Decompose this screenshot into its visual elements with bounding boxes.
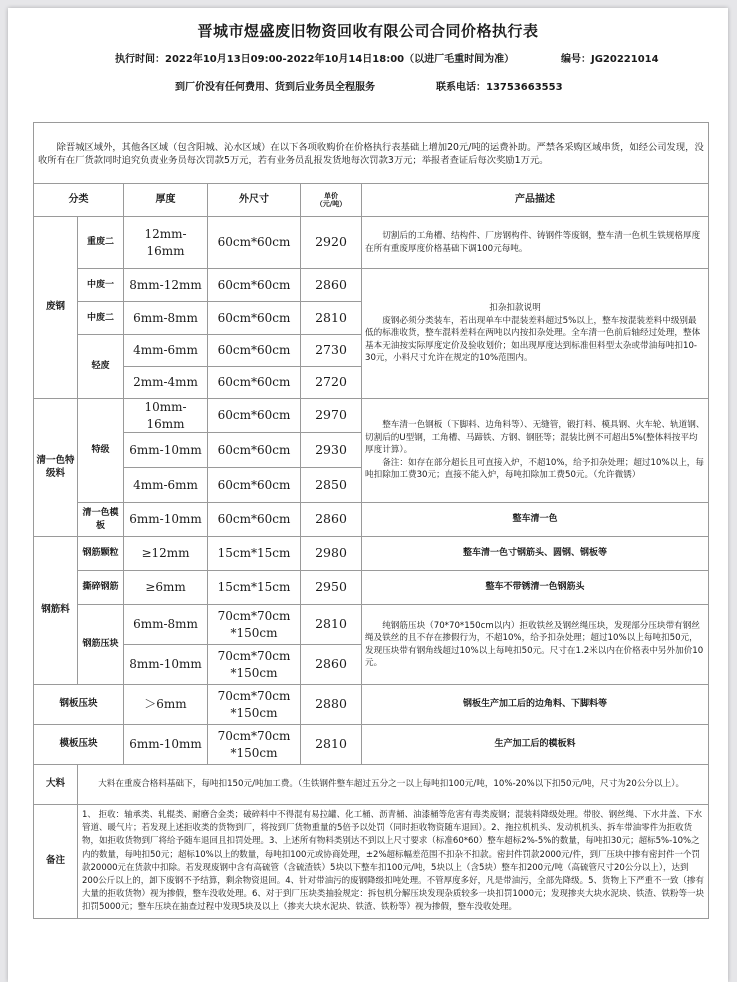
- thickness-cell: 6mm-10mm: [124, 725, 208, 765]
- table-row: [34, 399, 709, 433]
- subcategory-granule: 钢筋颗粒: [78, 537, 124, 571]
- table-row: [34, 269, 709, 302]
- price-cell: 2970: [301, 399, 362, 433]
- thickness-cell: ≥6mm: [124, 571, 208, 605]
- price-cell: 2980: [301, 537, 362, 571]
- service-note: 到厂价没有任何费用、货到后业务员全程服务: [175, 82, 375, 93]
- size-line2: *150cm: [230, 705, 278, 720]
- thickness-cell: ＞6mm: [124, 685, 208, 725]
- size-line1: 70cm*70cm: [217, 689, 291, 704]
- notice-row: [34, 123, 709, 184]
- thickness-cell: 2mm-4mm: [124, 367, 208, 399]
- thickness-cell: 10mm-16mm: [124, 399, 208, 433]
- table-row: [34, 571, 709, 605]
- table-row: [34, 217, 709, 269]
- price-cell: 2860: [301, 269, 362, 302]
- subcategory: 中废一: [78, 269, 124, 302]
- size-cell: 60cm*60cm: [208, 335, 301, 367]
- description-granule: 整车清一色寸钢筋头、圆钢、钢板等: [362, 537, 709, 571]
- price-cell: 2810: [301, 302, 362, 335]
- size-cell: 60cm*60cm: [208, 468, 301, 503]
- thickness-cell: ≥12mm: [124, 537, 208, 571]
- col-header-thickness: 厚度: [124, 184, 208, 217]
- price-cell: 2720: [301, 367, 362, 399]
- subcategory: 重废二: [78, 217, 124, 269]
- size-cell: 60cm*60cm: [208, 367, 301, 399]
- remarks-row: [34, 805, 709, 919]
- subcategory-special: 特级: [78, 399, 124, 503]
- description-rebar-block: 纯钢筋压块（70*70*150cm以内）拒收铁丝及钢丝绳压块，发现部分压块带有钢丝绳及铁丝的且不存在掺假行为，不超10%，给予扣杂处理；超过10%以上每吨扣50元，发现压块带有钢角线超过10%以上每吨扣50元。尺寸在1.2米以内在价格表中另外加价10元。: [362, 605, 709, 685]
- description-plate-block: 钢板生产加工后的边角料、下脚料等: [362, 685, 709, 725]
- document-title: 晋城市煜盛废旧物资回收有限公司合同价格执行表: [197, 22, 539, 40]
- thickness-cell: 12mm-16mm: [124, 217, 208, 269]
- col-header-price: [301, 184, 362, 217]
- price-cell: 2860: [301, 645, 362, 685]
- thickness-cell: 6mm-8mm: [124, 605, 208, 645]
- category-premium: 清一色特级料: [34, 399, 78, 537]
- subcategory-mold: 清一色模板: [78, 503, 124, 537]
- thickness-cell: 6mm-10mm: [124, 503, 208, 537]
- size-line2: *150cm: [230, 665, 278, 680]
- price-table: [33, 122, 709, 919]
- table-row: [34, 537, 709, 571]
- col-header-description: 产品描述: [362, 184, 709, 217]
- thickness-cell: 8mm-10mm: [124, 645, 208, 685]
- category-plate-block: 钢板压块: [34, 685, 124, 725]
- table-row: [34, 503, 709, 537]
- special-desc-2: 备注：如存在部分超长且可直接入炉，不超10%，给予扣杂处理；超过10%以上，每吨扣除加工费30元；直接不能入炉，每吨扣除加工费50元。（允许微锈）: [365, 457, 704, 481]
- size-cell: [208, 725, 301, 765]
- size-cell: [208, 645, 301, 685]
- col-header-price-line2: （元/吨）: [315, 200, 347, 208]
- price-cell: 2810: [301, 605, 362, 645]
- bulk-description: 大料在重废合格料基础下，每吨扣150元/吨加工费。（生铁钢件整车超过五分之一以上每吨扣100元/吨，10%-20%以下扣50元/吨，尺寸为20公分以上）。: [78, 765, 709, 805]
- deduction-title: 扣杂扣款说明: [489, 303, 541, 314]
- size-line1: 70cm*70cm: [217, 609, 291, 624]
- bulk-row: [34, 765, 709, 805]
- size-cell: 60cm*60cm: [208, 503, 301, 537]
- category-rebar: 钢筋料: [34, 537, 78, 685]
- size-line2: *150cm: [230, 625, 278, 640]
- thickness-cell: 6mm-8mm: [124, 302, 208, 335]
- size-cell: 60cm*60cm: [208, 399, 301, 433]
- table-row: [34, 605, 709, 645]
- col-header-category: 分类: [34, 184, 124, 217]
- table-row: [34, 685, 709, 725]
- thickness-cell: 4mm-6mm: [124, 335, 208, 367]
- category-scrap-steel: 废钢: [34, 217, 78, 399]
- price-cell: 2860: [301, 503, 362, 537]
- category-bulk: 大料: [34, 765, 78, 805]
- price-cell: 2880: [301, 685, 362, 725]
- table-row: [34, 725, 709, 765]
- contact-phone: 联系电话：13753663553: [436, 82, 563, 93]
- remarks-text: 1、 拒收：轴承类、轧辊类、耐磨合金类；破碎料中不得混有易拉罐、化工桶、沥青桶、油漆桶等危害有毒类废钢；混装料降级处理。带胶、钢丝绳、下水井盖、下水管道、暖气片；若发现上述拒收类的货物到厂，将按到厂货物重量的5倍予以处罚（同时拒收物资随车退回）。2、拖拉机机头、发动机机头、拆车带油零件为拒收货物，如拒收货物到厂将给予随车退回且扣罚处理。3、上述所有物料类别达不到以上尺寸要求（标准60*60）整车超标2%-5%的数量，每吨扣30元；超标5%-10%之内的数量，每吨扣50元；超标10%以上的数量，每吨扣100元或协商处理，±2%超标幅差范围不扣杂不扣款。密封件罚款2000元/件，到厂压块中掺有密封件一个罚款20000元在货款中扣除。若发现废钢中含有高硫管（含硫渣铁）5块以下整车扣100元/吨，5块以上（含5块）整车扣200元/吨（高硫管尺寸20公分以上），达到200公斤以上的，卸下废钢不予结算，剩余物资退回。4、针对带油污的废钢降级扣吨处理。不管厚度多好，凡是带油污，全部先降级。5、货物上下严重不一致（掺有大量的拒收货物）视为掺假，整车没收处理。6、对于到厂压块类抽验规定：拆包机分解压块发现杂质较多一块扣罚1000元；发现掺夹大块水泥块、铁渣、铁粉等一块扣罚5000元；整车压块在抽查过程中发现5块及以上（掺夹大块水泥块、铁渣、铁粉等）视为掺假，整车没收处理。: [78, 805, 709, 919]
- price-cell: 2810: [301, 725, 362, 765]
- size-cell: [208, 685, 301, 725]
- category-template-block: 模板压块: [34, 725, 124, 765]
- subcategory: 中废二: [78, 302, 124, 335]
- size-cell: 15cm*15cm: [208, 571, 301, 605]
- size-cell: 60cm*60cm: [208, 433, 301, 468]
- subcategory: 轻废: [78, 335, 124, 399]
- remarks-label: 备注: [34, 805, 78, 919]
- description-special: [362, 399, 709, 503]
- description-mold: 整车清一色: [362, 503, 709, 537]
- size-cell: 60cm*60cm: [208, 217, 301, 269]
- size-line1: 70cm*70cm: [217, 649, 291, 664]
- special-desc-1: 整车清一色钢板（下脚料、边角料等）、无缝管，锻打料、模具钢、火车轮、轨道钢、切割后的U型钢，工角槽、马蹄铁、方钢、钢胚等；混装比例不可超出5%(整体料按平均厚度计算）。: [365, 420, 705, 456]
- thickness-cell: 6mm-10mm: [124, 433, 208, 468]
- serial-number: 编号：JG20221014: [561, 54, 659, 65]
- document-page: [8, 8, 728, 982]
- deduction-text: 废钢必须分类装车，若出现单车中混装差料超过5%以上，整车按混装差料中级别最低的标准收货，整车混料差料在两吨以内按扣杂处理。全车清一色前后轴经过处理，整体基本无油按实际厚度定价及验收划价；如出现厚度达到标准但料型太杂或带油每吨扣10-30元，小料尺寸允许在规定的10%范围内。: [365, 315, 701, 364]
- size-line2: *150cm: [230, 745, 278, 760]
- subcategory-rebar-block: 钢筋压块: [78, 605, 124, 685]
- col-header-size: 外尺寸: [208, 184, 301, 217]
- description-deduction: [362, 269, 709, 399]
- size-cell: 15cm*15cm: [208, 537, 301, 571]
- col-header-price-line1: 单价: [324, 191, 338, 200]
- execution-time: 执行时间：2022年10月13日09:00-2022年10月14日18:00（以进厂毛重时间为准）: [115, 54, 515, 65]
- size-line1: 70cm*70cm: [217, 729, 291, 744]
- description-heavy-scrap: 切割后的工角槽、结构件、厂房钢构件、铸钢件等废钢，整车清一色机生铁规格厚度在所有重废厚度价格基础下调100元每吨。: [362, 217, 709, 269]
- price-cell: 2920: [301, 217, 362, 269]
- size-cell: [208, 605, 301, 645]
- regional-notice: 除晋城区域外，其他各区域（包含阳城、沁水区域）在以下各项收购价在价格执行表基础上增加20元/吨的运费补助。严禁各采购区域串货，如经公司发现，没收所有在厂货款同时追究负责业务员每次罚款5万元，若有业务员乱报发货地每次罚款3万元；举报者查证后每次奖励1万元。: [34, 123, 709, 184]
- description-shredded: 整车不带锈清一色钢筋头: [362, 571, 709, 605]
- price-cell: 2930: [301, 433, 362, 468]
- price-cell: 2950: [301, 571, 362, 605]
- header-row: [34, 184, 709, 217]
- price-cell: 2730: [301, 335, 362, 367]
- price-cell: 2850: [301, 468, 362, 503]
- size-cell: 60cm*60cm: [208, 269, 301, 302]
- thickness-cell: 4mm-6mm: [124, 468, 208, 503]
- description-template-block: 生产加工后的模板料: [362, 725, 709, 765]
- size-cell: 60cm*60cm: [208, 302, 301, 335]
- subcategory-shredded: 撕碎钢筋: [78, 571, 124, 605]
- thickness-cell: 8mm-12mm: [124, 269, 208, 302]
